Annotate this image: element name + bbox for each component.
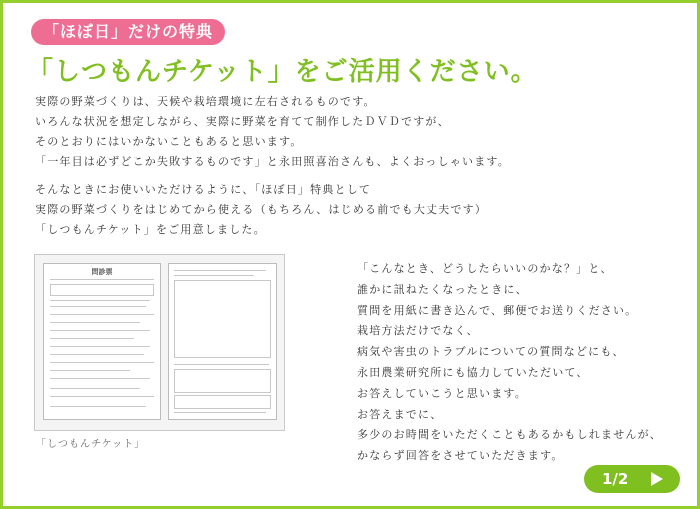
intro-line: そのとおりにはいかないこともあると思います。 [35, 135, 303, 148]
play-arrow-icon [651, 472, 663, 486]
ticket-sheet-left [43, 263, 161, 420]
offer-line: そんなときにお使いいただけるように、「ほぼ日」特典として [35, 183, 372, 196]
intro-paragraph [35, 92, 510, 172]
page-indicator: 1/2 [602, 470, 629, 488]
description-line: 多少のお時間をいただくこともあるかもしれませんが、 [357, 428, 662, 442]
description-line: お答えしていこうと思います。 [357, 386, 527, 400]
next-page-button[interactable] [584, 465, 680, 493]
description-paragraph [357, 259, 662, 467]
description-line: 「こんなとき、どうしたらいいのかな？」と、 [357, 262, 613, 275]
intro-line: いろんな状況を想定しながら、実際に野菜を育てて制作したＤＶＤですが、 [35, 115, 450, 128]
description-line: 病気や害虫のトラブルについての質問などにも、 [357, 345, 625, 359]
intro-line: 「一年目は必ずどこか失敗するものです」と永田照喜治さんも、よくおっしゃいます。 [35, 155, 510, 168]
offer-paragraph [35, 180, 487, 240]
offer-line: 実際の野菜づくりをはじめてから使える（もちろん、はじめる前でも大丈夫です） [35, 203, 488, 216]
description-line: かならず回答をさせていただきます。 [357, 449, 564, 463]
special-badge: 「ほぼ日」だけの特典 [31, 19, 225, 45]
question-ticket-image [34, 254, 285, 431]
description-line: 栽培方法だけでなく、 [357, 324, 479, 338]
description-line: お答えまでに、 [357, 407, 443, 421]
ticket-caption: 「しつもんチケット」 [36, 439, 146, 450]
description-line: 質問を用紙に書き込んで、郵便でお送りください。 [357, 303, 638, 317]
ticket-sheet-right [168, 263, 277, 420]
description-line: 永田農業研究所にも協力していただいて、 [357, 365, 589, 379]
description-line: 誰かに訊ねたくなったときに、 [357, 282, 528, 296]
ticket-sheet-title: 問診票 [91, 268, 113, 276]
intro-line: 実際の野菜づくりは、天候や栽培環境に左右されるものです。 [35, 95, 376, 108]
offer-line: 「しつもんチケット」をご用意しました。 [35, 223, 266, 236]
page-headline: 「しつもんチケット」をご活用ください。 [27, 57, 538, 87]
